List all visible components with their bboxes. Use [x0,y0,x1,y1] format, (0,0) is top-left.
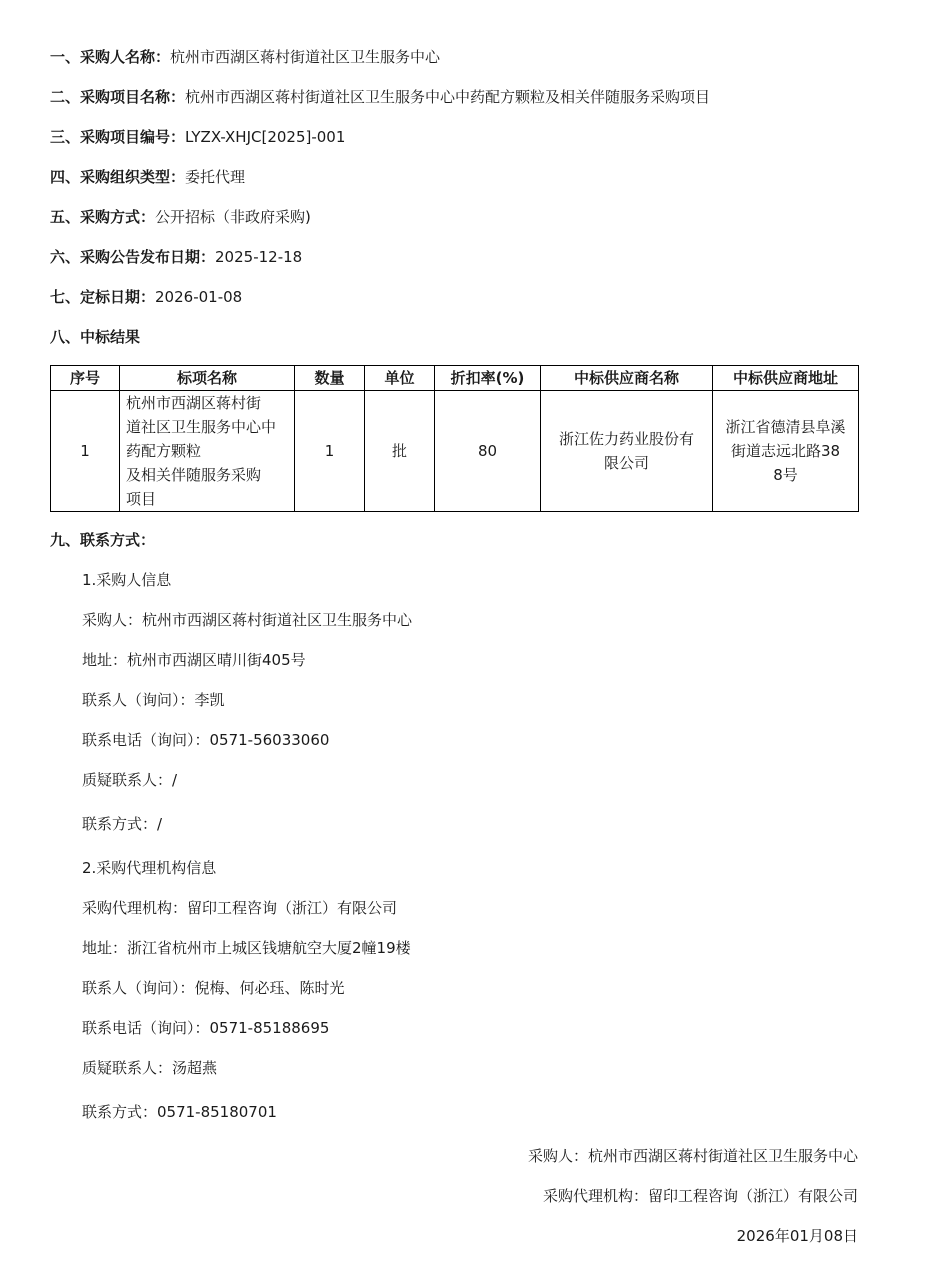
header-item-name: 标项名称 [120,366,295,391]
header-discount: 折扣率(%) [435,366,541,391]
section-award-result [50,327,140,347]
header-supplier-address: 中标供应商地址 [713,366,859,391]
header-no: 序号 [51,366,120,391]
section-project-number [50,127,345,147]
purchaser-contact-method-line: 联系方式：/ [82,815,163,833]
section-purchaser-name [50,47,440,67]
cell-quantity: 1 [295,391,365,512]
header-supplier-name: 中标供应商名称 [541,366,713,391]
footer-purchaser: 采购人：杭州市西湖区蒋村街道社区卫生服务中心 [527,1147,858,1165]
footer-agency: 采购代理机构：留印工程咨询（浙江）有限公司 [542,1187,858,1205]
section-label: 八、中标结果 [50,328,141,346]
footer-date: 2026年01月08日 [736,1227,858,1245]
cell-line: 项目 [126,490,157,508]
purchaser-info-title: 1.采购人信息 [82,571,172,589]
section-value: 杭州市西湖区蒋村街道社区卫生服务中心中药配方颗粒及相关伴随服务采购项目 [185,88,711,106]
section-label: 七、定标日期： [50,288,156,306]
cell-line: 街道志远北路38 [730,442,841,460]
agency-name-line: 采购代理机构：留印工程咨询（浙江）有限公司 [82,899,398,917]
agency-info-title: 2.采购代理机构信息 [82,859,217,877]
cell-line: 杭州市西湖区蒋村街 [126,394,262,412]
agency-contact-line: 联系人（询问）：倪梅、何必珏、陈时光 [82,979,345,997]
section-label: 九、联系方式： [50,531,156,549]
purchaser-address-line: 地址：杭州市西湖区晴川街405号 [82,651,306,669]
cell-line: 药配方颗粒 [126,442,202,460]
agency-address-line: 地址：浙江省杭州市上城区钱塘航空大厦2幢19楼 [82,939,411,957]
cell-line: 浙江省德清县阜溪 [725,418,846,436]
cell-no: 1 [51,391,120,512]
section-procurement-method [50,207,311,227]
table-row [51,391,859,512]
section-value: 公开招标（非政府采购) [155,208,311,226]
cell-line: 限公司 [603,454,649,472]
section-value: 2025-12-18 [215,248,303,266]
section-label: 六、采购公告发布日期： [50,248,216,266]
cell-line: 道社区卫生服务中心中 [126,418,277,436]
award-result-table [50,365,859,512]
agency-query-contact-line: 质疑联系人：汤超燕 [82,1059,218,1077]
table-header-row [51,366,859,391]
section-label: 五、采购方式： [50,208,156,226]
section-value: 2026-01-08 [155,288,243,306]
purchaser-contact-line: 联系人（询问）：李凯 [82,691,225,709]
agency-phone-line: 联系电话（询问）：0571-85188695 [82,1019,330,1037]
header-quantity: 数量 [295,366,365,391]
section-contact [50,530,155,550]
section-project-name [50,87,710,107]
header-unit: 单位 [365,366,435,391]
section-organization-type [50,167,245,187]
section-label: 四、采购组织类型： [50,168,186,186]
section-value: 委托代理 [185,168,246,186]
section-award-date [50,287,242,307]
cell-line: 8号 [773,466,798,484]
section-label: 三、采购项目编号： [50,128,186,146]
section-label: 二、采购项目名称： [50,88,186,106]
agency-contact-method-line: 联系方式：0571-85180701 [82,1103,277,1121]
cell-supplier-address [713,391,859,512]
section-announcement-date [50,247,302,267]
section-value: 杭州市西湖区蒋村街道社区卫生服务中心 [170,48,441,66]
purchaser-phone-line: 联系电话（询问）：0571-56033060 [82,731,330,749]
purchaser-name-line: 采购人：杭州市西湖区蒋村街道社区卫生服务中心 [82,611,413,629]
cell-unit: 批 [365,391,435,512]
cell-supplier-name [541,391,713,512]
cell-line: 浙江佐力药业股份有 [558,430,694,448]
cell-item-name [120,391,295,512]
cell-line: 及相关伴随服务采购 [126,466,262,484]
section-value: LYZX-XHJC[2025]-001 [185,128,346,146]
purchaser-query-contact-line: 质疑联系人：/ [82,771,178,789]
section-label: 一、采购人名称： [50,48,171,66]
cell-discount: 80 [435,391,541,512]
